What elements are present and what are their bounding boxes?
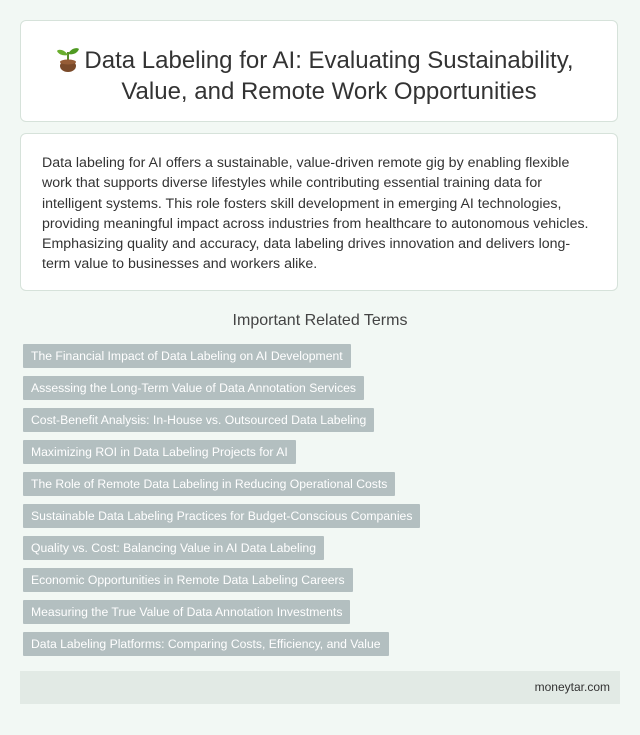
related-term-tag[interactable]: The Role of Remote Data Labeling in Reducing Operational Costs [23, 472, 395, 496]
related-terms-heading: Important Related Terms [232, 312, 408, 329]
related-term-tag[interactable]: Measuring the True Value of Data Annotation Investments [23, 600, 350, 624]
page-title: Data Labeling for AI: Evaluating Sustainability, Value, and Remote Work Opportunities [84, 47, 574, 105]
related-term-tag[interactable]: Assessing the Long-Term Value of Data Annotation Services [23, 376, 364, 400]
related-term-tag[interactable]: Cost-Benefit Analysis: In-House vs. Outsourced Data Labeling [23, 408, 374, 432]
related-term-tag[interactable]: Maximizing ROI in Data Labeling Projects for AI [23, 440, 296, 464]
related-term-tag[interactable]: Sustainable Data Labeling Practices for Budget-Conscious Companies [23, 504, 420, 528]
related-term-tag[interactable]: The Financial Impact of Data Labeling on AI Development [23, 344, 351, 368]
related-term-tag[interactable]: Quality vs. Cost: Balancing Value in AI Data Labeling [23, 536, 324, 560]
related-term-tag[interactable]: Data Labeling Platforms: Comparing Costs, Efficiency, and Value [23, 632, 389, 656]
title-card [20, 20, 618, 122]
summary-text: Data labeling for AI offers a sustainable, value-driven remote gig by enabling flexible work that supports diverse lifestyles while contributing essential training data for intelligent systems. This role fosters skill development in emerging AI technologies, providing meaningful impact across industries from healthcare to autonomous vehicles. Emphasizing quality and accuracy, data labeling drives innovation and delivers long-term value to businesses and workers alike. [42, 155, 589, 273]
site-name: moneytar.com [534, 680, 610, 694]
summary-card [20, 133, 618, 291]
related-term-tag[interactable]: Economic Opportunities in Remote Data Labeling Careers [23, 568, 353, 592]
footer [20, 671, 620, 704]
